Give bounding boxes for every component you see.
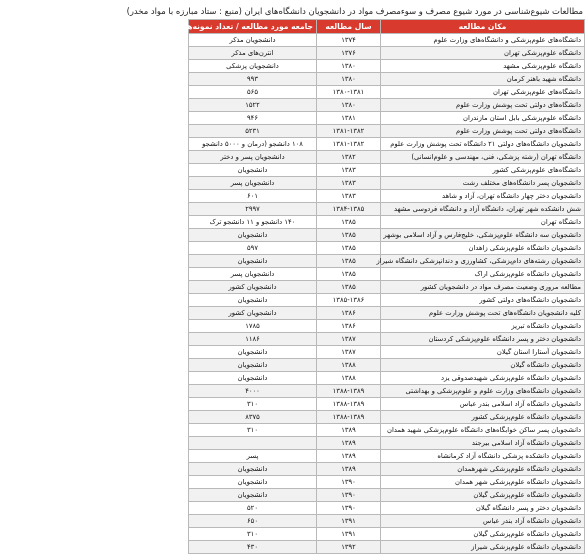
- cell-year: ۱۳۹۱: [317, 515, 381, 528]
- cell-place: دانشگاه علوم‌پزشکی تهران: [381, 47, 585, 60]
- cell-place: دانشجویان دانشگاه‌های دولتی ۲۱ دانشگاه تحت پوشش وزارت علوم: [381, 138, 585, 151]
- cell-year: ۱۳۹۲: [317, 541, 381, 554]
- cell-count: [189, 398, 317, 411]
- table-row: [3, 333, 585, 346]
- cell-count-value: ۶۵۰: [247, 517, 258, 525]
- cell-count-value: ۹۹۳: [247, 75, 258, 83]
- cell-year: ۱۳۸۲: [317, 151, 381, 164]
- cell-count: [189, 151, 317, 164]
- cell-count: [189, 294, 317, 307]
- cell-population-value: دانشجویان پسر و دختر: [220, 153, 285, 161]
- cell-place: دانشگاه‌های علوم‌پزشکی و دانشگاه‌های وزارت علوم: [381, 34, 585, 47]
- cell-year: ۱۳۸۹: [317, 450, 381, 463]
- cell-year: ۱۳۸۸: [317, 359, 381, 372]
- cell-place: دانشجویان آستارا استان گیلان: [381, 346, 585, 359]
- table-row: [3, 73, 585, 86]
- table-row: [3, 34, 585, 47]
- cell-count: [189, 346, 317, 359]
- cell-place: دانشجویان دانشگاه علوم‌پزشکی شهرهمدان: [381, 463, 585, 476]
- cell-count: [189, 359, 317, 372]
- cell-population-value: دانشجویان پسر: [230, 179, 275, 187]
- cell-place: دانشجویان دانشگاه‌های وزارت علوم و علوم‌پزشکی و بهداشتی: [381, 385, 585, 398]
- cell-place: دانشجویان پسر ساکن خوابگاه‌های دانشگاه علوم‌پزشکی شهید همدان: [381, 424, 585, 437]
- table-row: [3, 463, 585, 476]
- cell-year: ۱۳۸۵: [317, 229, 381, 242]
- cell-year: ۱۳۷۴: [317, 34, 381, 47]
- cell-count: [189, 125, 317, 138]
- cell-population-value: دانشجویان: [237, 374, 268, 382]
- table-row: [3, 151, 585, 164]
- cell-year: ۱۳۹۰: [317, 502, 381, 515]
- cell-count-value: ۵۶۵: [247, 88, 258, 96]
- cell-count: [189, 216, 317, 229]
- cell-year: ۱۳۸۸-۱۳۸۹: [317, 411, 381, 424]
- cell-place: دانشجویان دانشگاه آزاد اسلامی بندر عباس: [381, 398, 585, 411]
- cell-year: ۱۳۷۶: [317, 47, 381, 60]
- table-row: [3, 320, 585, 333]
- cell-place: دانشجویان دانشگاه گیلان: [381, 359, 585, 372]
- cell-place: شش دانشکده شهر تهران، دانشگاه آزاد و دانشگاه فردوسی مشهد: [381, 203, 585, 216]
- cell-place: دانشجویان دانشگاه علوم‌پزشکی شیراز: [381, 541, 585, 554]
- cell-place: دانشگاه علوم‌پزشکی بابل استان مازندران: [381, 112, 585, 125]
- cell-population-value: دانشجویان کشور: [228, 309, 277, 317]
- cell-count: [189, 476, 317, 489]
- cell-population-value: دانشجویان: [237, 465, 268, 473]
- cell-place: دانشگاه علوم‌پزشکی مشهد: [381, 60, 585, 73]
- cell-year: ۱۳۸۸-۱۳۸۹: [317, 385, 381, 398]
- cell-count: [189, 463, 317, 476]
- cell-count: [189, 138, 317, 151]
- table-row: [3, 541, 585, 554]
- table-row: [3, 112, 585, 125]
- cell-year: ۱۳۸۹: [317, 437, 381, 450]
- table-row: [3, 203, 585, 216]
- cell-year: ۱۳۸۳: [317, 190, 381, 203]
- cell-place: دانشجویان دانشگاه آزاد بندر عباس: [381, 515, 585, 528]
- cell-population-value: دانشجویان: [237, 166, 268, 174]
- table-row: [3, 502, 585, 515]
- cell-place: دانشجویان دانشگاه علوم‌پزشکی شهر همدان: [381, 476, 585, 489]
- cell-year: ۱۳۸۰-۱۳۸۱: [317, 86, 381, 99]
- table-row: [3, 242, 585, 255]
- table-row: [3, 216, 585, 229]
- table-row: [3, 476, 585, 489]
- table-row: [3, 268, 585, 281]
- cell-year: ۱۳۸۶: [317, 307, 381, 320]
- cell-count-value: ۱۱۸۶: [245, 335, 260, 343]
- cell-population-value: دانشجویان پسر: [230, 270, 275, 278]
- cell-year: ۱۳۹۱: [317, 528, 381, 541]
- cell-year: ۱۳۹۰: [317, 489, 381, 502]
- cell-population-value: دانشجویان: [237, 296, 268, 304]
- cell-year: ۱۳۸۵: [317, 255, 381, 268]
- cell-count: [189, 99, 317, 112]
- cell-year: ۱۳۸۱: [317, 112, 381, 125]
- cell-count: [189, 281, 317, 294]
- cell-count-value: ۵۹۷: [247, 244, 258, 252]
- table-row: [3, 177, 585, 190]
- cell-count-value: ۳۱۰: [247, 426, 258, 434]
- cell-count: [189, 177, 317, 190]
- cell-count: [189, 255, 317, 268]
- cell-count: [189, 489, 317, 502]
- cell-count: [189, 320, 317, 333]
- cell-year: ۱۳۸۹: [317, 463, 381, 476]
- cell-year: ۱۳۸۴-۱۳۸۵: [317, 203, 381, 216]
- cell-place: دانشجویان دختر و پسر دانشگاه گیلان: [381, 502, 585, 515]
- cell-count: [189, 385, 317, 398]
- cell-population-value: دانشجویان: [237, 257, 268, 265]
- table-row: [3, 437, 585, 450]
- cell-place: دانشجویان دانشکده پزشکی دانشگاه آزاد کرمانشاه: [381, 450, 585, 463]
- cell-place: دانشگاه‌های علوم‌پزشکی تهران: [381, 86, 585, 99]
- cell-count-value: ۵۲۳۱: [245, 127, 260, 135]
- cell-place: دانشگاه‌های دولتی تحت پوشش وزارت علوم: [381, 125, 585, 138]
- table-row: [3, 528, 585, 541]
- cell-count: [189, 86, 317, 99]
- table-row: [3, 125, 585, 138]
- table-row: [3, 489, 585, 502]
- cell-year: ۱۳۸۷: [317, 333, 381, 346]
- cell-year: ۱۳۸۳: [317, 177, 381, 190]
- cell-count: [189, 73, 317, 86]
- cell-population-value: دانشجویان پزشکی: [226, 62, 279, 70]
- cell-count: [189, 307, 317, 320]
- table-row: [3, 138, 585, 151]
- cell-count: [189, 372, 317, 385]
- cell-count: [189, 60, 317, 73]
- cell-place: دانشجویان دانشگاه تبریز: [381, 320, 585, 333]
- table-row: [3, 450, 585, 463]
- cell-year: ۱۳۸۸-۱۳۸۹: [317, 398, 381, 411]
- cell-count: [189, 502, 317, 515]
- cell-place: دانشجویان دانشگاه علوم‌پزشکی کشور: [381, 411, 585, 424]
- cell-count: [189, 437, 317, 450]
- cell-year: ۱۳۸۱-۱۳۸۲: [317, 125, 381, 138]
- cell-count: [189, 34, 317, 47]
- cell-population-value: دانشجویان: [237, 348, 268, 356]
- cell-place: مطالعه مروری وضعیت مصرف مواد در دانشجویان کشور: [381, 281, 585, 294]
- cell-place: دانشجویان دانشگاه علوم‌پزشکی زاهدان: [381, 242, 585, 255]
- cell-count: [189, 541, 317, 554]
- cell-count: [189, 424, 317, 437]
- table-row: [3, 60, 585, 73]
- cell-place: دانشجویان دختر چهار دانشگاه تهران، آزاد و شاهد: [381, 190, 585, 203]
- cell-count: [189, 268, 317, 281]
- table-row: [3, 411, 585, 424]
- cell-count: [189, 450, 317, 463]
- cell-count: [189, 190, 317, 203]
- cell-place: دانشجویان دانشگاه‌های دولتی کشور: [381, 294, 585, 307]
- cell-year: ۱۳۸۰: [317, 60, 381, 73]
- cell-count-value: ۱۵۲۲: [245, 101, 260, 109]
- cell-place: دانشگاه‌های علوم‌پزشکی کشور: [381, 164, 585, 177]
- table-caption: مطالعات شیوع‌شناسی در مورد شیوع مصرف و سوء‌مصرف مواد در دانشجویان دانشگاه‌های ایران (منبع : ستاد مبارزه با مواد مخدر): [126, 6, 583, 16]
- cell-place: دانشجویان دانشگاه علوم‌پزشکی گیلان: [381, 528, 585, 541]
- cell-year: ۱۳۸۸: [317, 372, 381, 385]
- cell-count: [189, 229, 317, 242]
- cell-count-value: ۹۴۶: [247, 114, 258, 122]
- table-row: [3, 294, 585, 307]
- cell-population-value: دانشجویان کشور: [228, 283, 277, 291]
- cell-place: دانشجویان دانشگاه علوم‌پزشکی گیلان: [381, 489, 585, 502]
- cell-count-value: ۳۱۰: [247, 400, 258, 408]
- cell-year: ۱۳۸۵: [317, 281, 381, 294]
- table-row: [3, 255, 585, 268]
- header-count: جامعه مورد مطالعه / تعداد نمونه‌ها‌هه‌نفر: [189, 20, 317, 34]
- cell-place: دانشجویان دانشگاه علوم‌پزشکی اراک: [381, 268, 585, 281]
- table-row: [3, 385, 585, 398]
- table-row: [3, 99, 585, 112]
- cell-count-value: ۳۱۰: [247, 530, 258, 538]
- cell-count-value: ۶۰۱: [247, 192, 258, 200]
- cell-population-value: انترن‌های مذکر: [231, 49, 274, 57]
- table-row: [3, 424, 585, 437]
- table-row: [3, 372, 585, 385]
- table-row: [3, 190, 585, 203]
- cell-count: [189, 528, 317, 541]
- cell-count: [189, 333, 317, 346]
- cell-count-value: ۸۳۷۵: [245, 413, 260, 421]
- cell-count: [189, 47, 317, 60]
- cell-count-value: ۱۷۸۵: [245, 322, 260, 330]
- table-header-row: [3, 20, 585, 34]
- cell-place: دانشگاه‌های دولتی تحت پوشش وزارت علوم: [381, 99, 585, 112]
- cell-place: دانشگاه شهید باهنر کرمان: [381, 73, 585, 86]
- cell-population-value: دانشجویان مذکر: [229, 36, 276, 44]
- cell-count: [189, 112, 317, 125]
- cell-place: کلیه دانشجویان دانشگاه‌های تحت پوشش وزارت علوم: [381, 307, 585, 320]
- cell-count: [189, 242, 317, 255]
- cell-place: دانشگاه تهران: [381, 216, 585, 229]
- cell-year: ۱۳۸۵: [317, 268, 381, 281]
- cell-place: دانشجویان رشته‌های دام‌پزشکی، کشاورزی و دندانپزشکی دانشگاه شیراز: [381, 255, 585, 268]
- table-row: [3, 229, 585, 242]
- cell-year: ۱۳۸۹: [317, 424, 381, 437]
- table-row: [3, 47, 585, 60]
- cell-place: دانشجویان دانشگاه آزاد اسلامی بیرجند: [381, 437, 585, 450]
- table-row: [3, 398, 585, 411]
- cell-year: ۱۳۸۱-۱۳۸۲: [317, 138, 381, 151]
- cell-population-value: پسر: [246, 452, 259, 460]
- cell-year: ۱۳۸۷: [317, 346, 381, 359]
- cell-population-value: ۱۰۸ دانشجو (درمان و ۵۰۰۰ دانشجو: [202, 140, 303, 148]
- cell-place: دانشجویان دانشگاه علوم‌پزشکی شهید‌صدوقی یزد: [381, 372, 585, 385]
- cell-year: ۱۳۸۵: [317, 216, 381, 229]
- cell-year: ۱۳۹۰: [317, 476, 381, 489]
- table-row: [3, 515, 585, 528]
- cell-place: دانشجویان پسر دانشگاه‌های مختلف رشت: [381, 177, 585, 190]
- cell-count-value: ۵۲۰: [247, 504, 258, 512]
- header-place: مکان مطالعه: [381, 20, 585, 34]
- table-row: [3, 359, 585, 372]
- cell-place: دانشجویان سه دانشگاه علوم‌پزشکی، خلیج‌فارس و آزاد اسلامی بوشهر: [381, 229, 585, 242]
- cell-year: ۱۳۸۳: [317, 164, 381, 177]
- cell-year: ۱۳۸۵-۱۳۸۶: [317, 294, 381, 307]
- cell-year: ۱۳۸۰: [317, 73, 381, 86]
- studies-table: [2, 19, 585, 554]
- cell-year: ۱۳۸۶: [317, 320, 381, 333]
- cell-population-value: دانشجویان: [237, 491, 268, 499]
- cell-count: [189, 411, 317, 424]
- cell-place: دانشگاه تهران (رشته پزشکی، فنی، مهندسی و علوم‌انسانی): [381, 151, 585, 164]
- table-row: [3, 164, 585, 177]
- cell-count: [189, 515, 317, 528]
- cell-population-value: دانشجویان: [237, 361, 268, 369]
- cell-year: ۱۳۸۵: [317, 242, 381, 255]
- cell-count-value: ۴۰۰۰: [245, 387, 260, 395]
- header-year: سال مطالعه: [317, 20, 381, 34]
- table-row: [3, 281, 585, 294]
- cell-year: ۱۳۸۰: [317, 99, 381, 112]
- cell-count: [189, 164, 317, 177]
- cell-population-value: ۱۴۰ دانشجو و ۱۱ دانشجو ترک: [209, 218, 296, 226]
- cell-count: [189, 203, 317, 216]
- cell-population-value: دانشجویان: [237, 231, 268, 239]
- table-row: [3, 307, 585, 320]
- cell-population-value: دانشجویان: [237, 478, 268, 486]
- cell-count-value: ۴۳۰: [247, 543, 258, 551]
- cell-count-value: ۲۹۹۷: [245, 205, 260, 213]
- cell-place: دانشجویان دختر و پسر دانشگاه علوم‌پزشکی کردستان: [381, 333, 585, 346]
- table-row: [3, 86, 585, 99]
- table-row: [3, 346, 585, 359]
